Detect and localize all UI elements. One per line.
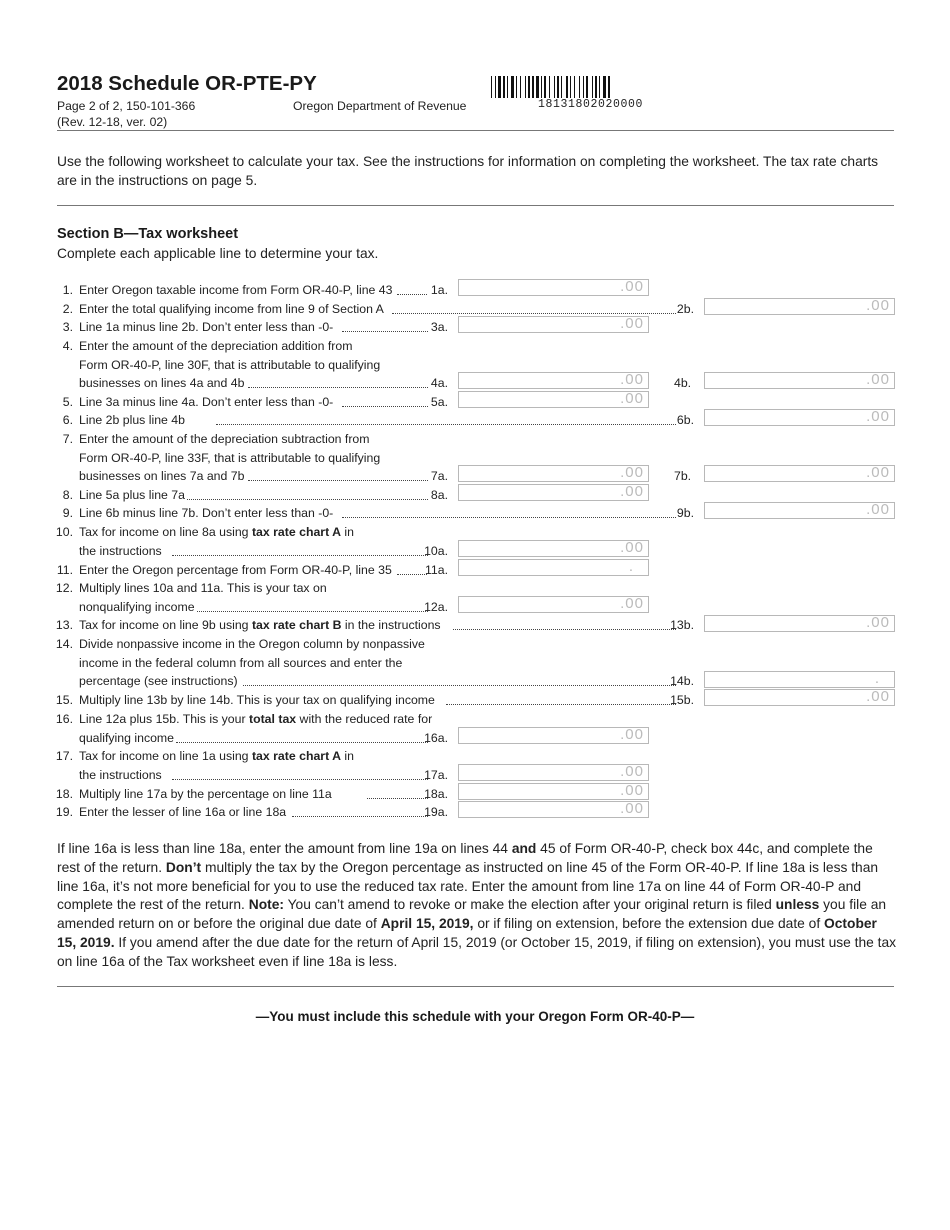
cents-placeholder: .00 [866,371,890,388]
form-title: 2018 Schedule OR-PTE-PY [57,72,317,95]
line-7a-label: 7a. [430,469,448,483]
line-7b-field[interactable] [704,465,895,482]
line-8-text: Line 5a plus line 7a [79,488,185,502]
line-15-text: Multiply line 13b by line 14b. This is your tax on qualifying income [79,693,435,707]
line-6b-label: 6b. [676,413,694,427]
line-10a-field[interactable] [458,540,649,557]
line-number: 12. [55,581,73,595]
line-number: 5. [62,395,73,409]
dot-leader [243,685,676,686]
line-7-text-1: Enter the amount of the depreciation subtraction from [79,432,370,446]
line-number: 4. [62,339,73,353]
cents-placeholder: .00 [866,501,890,518]
dot-leader [453,629,676,630]
line-3a-label: 3a. [430,320,448,334]
instructions-paragraph: If line 16a is less than line 18a, enter the amount from line 19a on lines 44 and 45 of Form OR-40-P, check box 44c, and complete the rest of the return. Don’t multiply the tax by the Oregon percentage as instructed on line 45 of the Form OR-40-P. If line 18a is less than line 16a, it’s not more beneficial for you to use the reduced tax rate. Enter the amount from line 17a on line 44 of Form OR-40-P and complete the rest of the return. Note: You can’t amend to revoke or make the election after your original return is filed unless you file an amended return on or before the original due date of April 15, 2019, or if filing on extension, before the extension due date of October 15, 2019. If you amend after the due date for the return of April 15, 2019 (or October 15, 2019, if filing on extension), you must use the tax on line 16a of the Tax worksheet even if line 18a is less. [57,841,897,969]
line-number: 19. [55,805,73,819]
barcode-number: 18131802020000 [538,98,644,111]
revision: (Rev. 12-18, ver. 02) [57,115,168,129]
line-11a-field[interactable] [458,559,649,576]
cents-placeholder: .00 [620,782,644,799]
percent-placeholder: . [874,670,880,687]
percent-placeholder: . [628,558,634,575]
line-17a-label: 17a. [424,768,448,782]
line-1-text: Enter Oregon taxable income from Form OR-40-P, line 43 [79,283,393,297]
line-14-text-1: Divide nonpassive income in the Oregon column by nonpassive [79,637,425,651]
line-16a-label: 16a. [424,731,448,745]
line-16a-field[interactable] [458,727,649,744]
line-number: 14. [55,637,73,651]
section-subtitle: Complete each applicable line to determine your tax. [57,246,379,261]
dot-leader [342,406,428,407]
line-5a-field[interactable] [458,391,649,408]
cents-placeholder: .00 [866,297,890,314]
line-7b-label: 7b. [674,469,692,483]
line-number: 17. [55,749,73,763]
line-11-text: Enter the Oregon percentage from Form OR-40-P, line 35 [79,563,392,577]
line-number: 18. [55,787,73,801]
dot-leader [446,704,676,705]
line-9b-label: 9b. [676,506,694,520]
line-number: 8. [62,488,73,502]
dot-leader [197,611,428,612]
line-17-text-1: Tax for income on line 1a using tax rate chart A in [79,749,355,763]
cents-placeholder: .00 [620,371,644,388]
line-4b-field[interactable] [704,372,895,389]
line-10a-label: 10a. [424,544,448,558]
line-number: 15. [55,693,73,707]
line-6b-field[interactable] [704,409,895,426]
intro-text: Use the following worksheet to calculate your tax. See the instructions for information on completing the worksheet. The tax rate charts are in the instructions on page 5. [57,154,879,188]
dot-leader [172,779,428,780]
cents-placeholder: .00 [620,390,644,407]
line-9b-field[interactable] [704,502,895,519]
line-7-text-2: Form OR-40-P, line 33F, that is attributable to qualifying [79,451,381,465]
cents-placeholder: .00 [866,614,890,631]
dot-leader [172,555,428,556]
line-10-text-2: the instructions [79,544,162,558]
dot-leader [292,816,428,817]
line-2b-label: 2b. [676,302,694,316]
page-info: Page 2 of 2, 150-101-366 [57,99,196,113]
dot-leader [342,331,428,332]
line-13-text: Tax for income on line 9b using tax rate chart B in the instructions [79,618,441,632]
line-7a-field[interactable] [458,465,649,482]
dot-leader [216,424,676,425]
cents-placeholder: .00 [620,539,644,556]
line-18a-field[interactable] [458,783,649,800]
cents-placeholder: .00 [866,688,890,705]
footer-divider [57,986,894,987]
line-4b-label: 4b. [674,376,692,390]
line-5-text: Line 3a minus line 4a. Don’t enter less than -0- [79,395,334,409]
line-number: 9. [62,506,73,520]
line-12-text-2: nonqualifying income [79,600,195,614]
line-19a-field[interactable] [458,801,649,818]
line-8a-label: 8a. [430,488,448,502]
line-18a-label: 18a. [424,787,448,801]
line-number: 1. [62,283,73,297]
line-3-text: Line 1a minus line 2b. Don’t enter less than -0- [79,320,334,334]
cents-placeholder: .00 [866,408,890,425]
dot-leader [187,499,428,500]
line-16-text-1: Line 12a plus 15b. This is your total tax with the reduced rate for [79,712,433,726]
line-18-text: Multiply line 17a by the percentage on line 11a [79,787,332,801]
line-number: 2. [62,302,73,316]
line-15b-field[interactable] [704,689,895,706]
cents-placeholder: .00 [620,595,644,612]
line-5a-label: 5a. [430,395,448,409]
cents-placeholder: .00 [620,763,644,780]
line-4-text-1: Enter the amount of the depreciation addition from [79,339,353,353]
dot-leader [392,313,676,314]
cents-placeholder: .00 [620,464,644,481]
line-13b-label: 13b. [670,618,694,632]
line-13b-field[interactable] [704,615,895,632]
intro-divider [57,205,894,206]
line-8a-field[interactable] [458,484,649,501]
section-title: Section B—Tax worksheet [57,226,239,242]
line-2b-field[interactable] [704,298,895,315]
line-10-text-1: Tax for income on line 8a using tax rate chart A in [79,525,355,539]
dot-leader [342,517,676,518]
line-9-text: Line 6b minus line 7b. Don’t enter less than -0- [79,506,334,520]
line-number: 10. [55,525,73,539]
header-divider [57,130,894,131]
line-number: 16. [55,712,73,726]
line-number: 7. [62,432,73,446]
line-14-text-3: percentage (see instructions) [79,674,238,688]
line-16-text-2: qualifying income [79,731,175,745]
line-7-text-3: businesses on lines 7a and 7b [79,469,245,483]
line-19-text: Enter the lesser of line 16a or line 18a [79,805,287,819]
line-3a-field[interactable] [458,316,649,333]
line-19a-label: 19a. [424,805,448,819]
cents-placeholder: .00 [866,464,890,481]
line-17-text-2: the instructions [79,768,162,782]
cents-placeholder: .00 [620,726,644,743]
line-number: 13. [55,618,73,632]
line-17a-field[interactable] [458,764,649,781]
line-number: 11. [56,563,73,577]
line-11a-label: 11a. [424,563,448,577]
line-number: 3. [62,320,73,334]
line-12-text-1: Multiply lines 10a and 11a. This is your tax on [79,581,327,595]
agency-name: Oregon Department of Revenue [293,99,467,113]
barcode-image [491,76,704,98]
cents-placeholder: .00 [620,315,644,332]
line-4-text-3: businesses on lines 4a and 4b [79,376,245,390]
line-1a-field[interactable] [458,279,649,296]
cents-placeholder: .00 [620,800,644,817]
footer-note: —You must include this schedule with your Oregon Form OR-40-P— [255,1009,695,1024]
line-1a-label: 1a. [430,283,448,297]
cents-placeholder: .00 [620,483,644,500]
dot-leader [248,387,428,388]
line-12a-label: 12a. [424,600,448,614]
line-number: 6. [62,413,73,427]
line-14b-label: 14b. [670,674,694,688]
dot-leader [176,742,428,743]
dot-leader [248,480,428,481]
line-12a-field[interactable] [458,596,649,613]
line-4a-label: 4a. [430,376,448,390]
line-4a-field[interactable] [458,372,649,389]
line-14-text-2: income in the federal column from all sources and enter the [79,656,403,670]
line-15b-label: 15b. [670,693,694,707]
line-4-text-2: Form OR-40-P, line 30F, that is attributable to qualifying [79,358,381,372]
line-14b-field[interactable] [704,671,895,688]
line-6-text: Line 2b plus line 4b [79,413,185,427]
line-2-text: Enter the total qualifying income from line 9 of Section A [79,302,384,316]
cents-placeholder: .00 [620,278,644,295]
